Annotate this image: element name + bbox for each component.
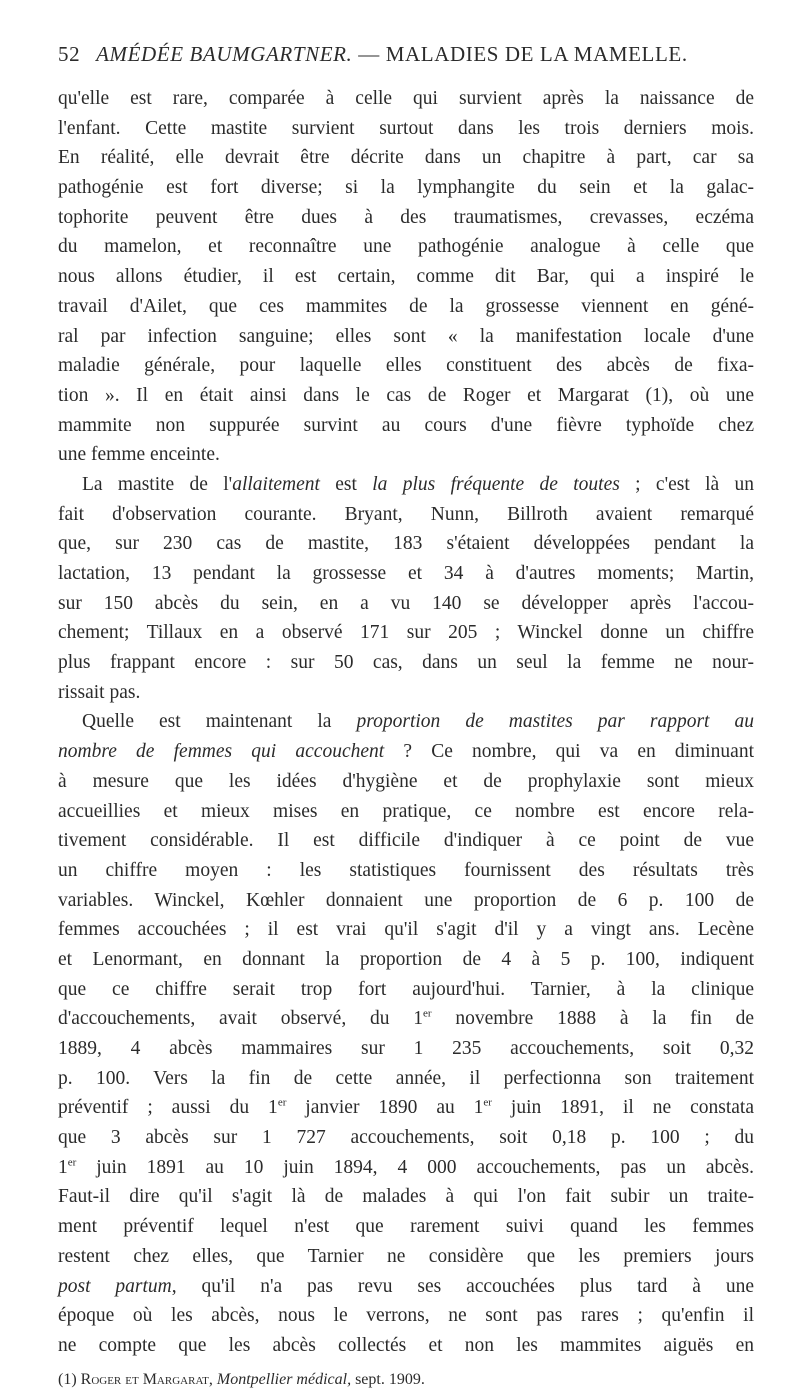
text-line: lactation, 13 pendant la grossesse et 34 à d'autres moments; Martin, xyxy=(58,563,754,584)
text-line: nous allons étudier, il est certain, comme dit Bar, qui a inspiré le xyxy=(58,266,754,288)
text-line xyxy=(58,1272,754,1302)
text-line: tivement considérable. Il est difficile d'indiquer à ce point de vue xyxy=(58,830,754,852)
body-text xyxy=(58,84,754,1361)
text-line: p. 100. Vers la fin de cette année, il perfectionna son traitement xyxy=(58,1067,754,1089)
text-line: que ce chiffre serait trop fort aujourd'hui. Tarnier, à la clinique xyxy=(58,978,754,1000)
footnote-date: sept. 1909. xyxy=(351,1370,425,1388)
text-line xyxy=(58,1153,754,1183)
emphasis: la plus fréquente de toutes xyxy=(372,473,620,495)
superscript: er xyxy=(277,1096,287,1109)
text-line: maladie générale, pour laquelle elles constituent des abcès de fixa- xyxy=(58,355,754,377)
text-line: restent chez elles, que Tarnier ne considère que les premiers jours xyxy=(58,1245,754,1267)
text-line: 1889, 4 abcès mammaires sur 1 235 accouchements, soit 0,32 xyxy=(58,1038,754,1059)
emphasis: proportion de mastites par rapport au xyxy=(356,711,755,733)
text-line xyxy=(58,470,754,500)
emphasis: allaitement xyxy=(232,473,320,495)
text-line: sur 150 abcès du sein, en a vu 140 se développer après l'accou- xyxy=(58,592,754,614)
text-run: ? Ce nombre, qui va en diminuant xyxy=(384,741,754,763)
text-run: est xyxy=(319,473,373,495)
footnote-authors: Roger et Margarat, xyxy=(80,1370,213,1388)
text-line: travail d'Ailet, que ces mammites de la grossesse viennent en géné- xyxy=(58,295,754,317)
running-head-author: AMÉDÉE BAUMGARTNER. xyxy=(96,42,353,66)
text-line: pathogénie est fort diverse; si la lymphangite du sein et la galac- xyxy=(58,177,754,199)
text-run: 1 xyxy=(58,1156,68,1178)
book-page xyxy=(58,40,754,1391)
text-run: juin 1891, il ne constata xyxy=(491,1097,755,1119)
text-line: ment préventif lequel n'est que rarement suivi quand les femmes xyxy=(58,1216,754,1238)
text-line: ne compte que les abcès collectés et non les mammites aiguës en xyxy=(58,1334,754,1356)
text-run: novembre 1888 à la fin de xyxy=(431,1008,755,1030)
text-run: Quelle est maintenant la xyxy=(82,711,357,733)
text-line: En réalité, elle devrait être décrite dans un chapitre à part, car sa xyxy=(58,147,754,169)
superscript: er xyxy=(483,1096,492,1109)
footnote-journal: Montpellier médical, xyxy=(216,1370,352,1388)
text-line: que, sur 230 cas de mastite, 183 s'étaient développées pendant la xyxy=(58,533,754,555)
text-line: que 3 abcès sur 1 727 accouchements, soit 0,18 p. 100 ; du xyxy=(58,1127,754,1149)
text-line: qu'elle est rare, comparée à celle qui survient après la naissance de xyxy=(58,88,754,109)
text-run: , qu'il n'a pas revu ses accouchées plus tard à une xyxy=(171,1275,754,1297)
text-line: un chiffre moyen : les statistiques fournissent des résultats très xyxy=(58,859,754,881)
text-line: et Lenormant, en donnant la proportion de 4 à 5 p. 100, indiquent xyxy=(58,948,754,970)
text-line: femmes accouchées ; il est vrai qu'il s'agit d'il y a vingt ans. Lecène xyxy=(58,919,754,941)
footnote xyxy=(58,1369,754,1391)
text-line xyxy=(58,1093,754,1123)
text-line xyxy=(58,737,754,767)
text-line: chement; Tillaux en a observé 171 sur 205 ; Winckel donne un chiffre xyxy=(58,622,754,644)
text-line: ral par infection sanguine; elles sont « la manifestation locale d'une xyxy=(58,325,754,347)
text-line: rissait pas. xyxy=(58,681,141,703)
superscript: er xyxy=(67,1156,77,1169)
text-line: plus frappant encore : sur 50 cas, dans un seul la femme ne nour- xyxy=(58,652,754,674)
text-line: l'enfant. Cette mastite survient surtout dans les trois derniers mois. xyxy=(58,117,754,139)
text-line: variables. Winckel, Kœhler donnaient une proportion de 6 p. 100 de xyxy=(58,889,754,911)
text-line xyxy=(58,1004,754,1034)
emphasis: nombre de femmes qui accouchent xyxy=(58,741,385,763)
text-line: Faut-il dire qu'il s'agit là de malades à qui l'on fait subir un traite- xyxy=(58,1186,754,1208)
footnote-mark: (1) xyxy=(58,1370,81,1388)
page-number: 52 xyxy=(58,42,81,66)
text-run: d'accouchements, avait observé, du 1 xyxy=(58,1008,424,1030)
text-line: à mesure que les idées d'hygiène et de prophylaxie sont mieux xyxy=(58,770,754,792)
text-line: tophorite peuvent être dues à des traumatismes, crevasses, eczéma xyxy=(58,206,754,228)
text-run: janvier 1890 au 1 xyxy=(286,1097,484,1119)
text-line: accueillies et mieux mises en pratique, ce nombre est encore rela- xyxy=(58,800,754,822)
superscript: er xyxy=(423,1007,432,1020)
text-line: fait d'observation courante. Bryant, Nunn, Billroth avaient remarqué xyxy=(58,503,754,525)
text-line: mammite non suppurée survint au cours d'une fièvre typhoïde chez xyxy=(58,414,754,436)
running-head xyxy=(58,40,754,70)
text-line: une femme enceinte. xyxy=(58,444,220,466)
text-line: époque où les abcès, nous le verrons, ne sont pas rares ; qu'enfin il xyxy=(58,1305,754,1327)
emphasis: post partum xyxy=(58,1275,172,1297)
text-line xyxy=(58,707,754,737)
text-run: juin 1891 au 10 juin 1894, 4 000 accouchements, pas un abcès. xyxy=(76,1156,754,1178)
text-run: préventif ; aussi du 1 xyxy=(58,1097,278,1119)
text-line: du mamelon, et reconnaître une pathogénie analogue à celle que xyxy=(58,236,754,258)
text-run: La mastite de l' xyxy=(82,473,233,495)
running-head-title: — MALADIES DE LA MAMELLE. xyxy=(358,42,688,66)
text-line: tion ». Il en était ainsi dans le cas de Roger et Margarat (1), où une xyxy=(58,384,754,406)
text-run: ; c'est là un xyxy=(619,473,754,495)
